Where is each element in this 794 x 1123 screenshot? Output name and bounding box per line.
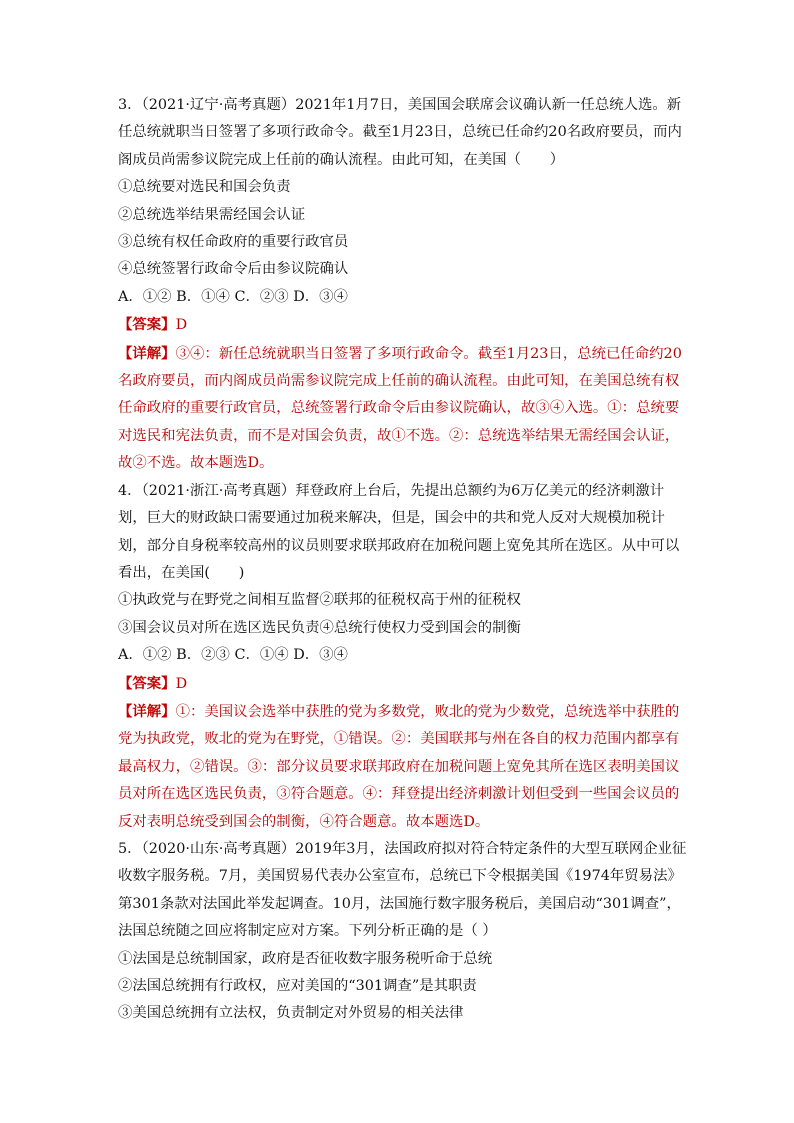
explanation-tag: 【详解】: [118, 344, 176, 362]
answer-choices: A．①② B．②③ C．①④ D．③④: [118, 647, 348, 664]
option-line: ④总统签署行政命令后由参议院确认: [118, 261, 349, 278]
option-line: ③国会议员对所在选区选民负责④总统行使权力受到国会的制衡: [118, 619, 521, 636]
option-line: ③美国总统拥有立法权，负责制定对外贸易的相关法律: [118, 1005, 464, 1022]
explanation: [118, 340, 690, 478]
question-stem: 3．（2021·辽宁·高考真题）2021年1月7日，美国国会联席会议确认新一任总统人选。新任总统就职当日签署了多项行政命令。截至1月23日，总统已任命约20名政府要员，而内阁成员尚需参议院完成上任前的确认流程。由此可知，在美国（ ）: [118, 97, 682, 168]
option-line: ①执政党与在野党之间相互监督②联邦的征税权高于州的征税权: [118, 592, 521, 609]
question-5: [118, 836, 690, 1028]
question-4: [118, 478, 690, 836]
explanation-tag: 【详解】: [118, 702, 176, 720]
answer-tag: 【答案】: [118, 316, 176, 334]
option-line: ③总统有权任命政府的重要行政官员: [118, 234, 349, 251]
question-3: [118, 92, 690, 478]
answer-tag: 【答案】: [118, 674, 176, 692]
option-line: ①总统要对选民和国会负责: [118, 179, 291, 196]
question-list: [118, 92, 690, 1028]
option-line: ①法国是总统制国家，政府是否征收数字服务税听命于总统: [118, 950, 493, 967]
answer-line: [118, 311, 690, 339]
answer-value: D: [175, 675, 188, 692]
option-line: ②法国总统拥有行政权，应对美国的“301调查”是其职责: [118, 978, 477, 994]
question-stem: 4．（2021·浙江·高考真题）拜登政府上台后，先提出总额约为6万亿美元的经济刺激计划，巨大的财政缺口需要通过加税来解决，但是，国会中的共和党人反对大规模加税计划，部分自身税率较高州的议员则要求联邦政府在加税问题上宽免其所在选区。从中可以看出，在美国( ): [118, 482, 680, 581]
option-line: ②总统选举结果需经国会认证: [118, 206, 306, 223]
answer-line: [118, 670, 690, 698]
explanation: [118, 698, 690, 836]
question-stem: 5．（2020·山东·高考真题）2019年3月，法国政府拟对符合特定条件的大型互联网企业征收数字服务税。7月，美国贸易代表办公室宣布，总统已下令根据美国《1974年贸易法》第301条款对法国此举发起调查。10月，法国施行数字服务税后，美国启动“301调查”，法国总统随之回应将制定应对方案。下列分析正确的是（ ）: [118, 840, 687, 940]
explanation-text: ①：美国议会选举中获胜的党为多数党，败北的党为少数党，总统选举中获胜的党为执政党，败北的党为在野党，①错误。②：美国联邦与州在各自的权力范围内都享有最高权力，②错误。③：部分议员要求联邦政府在加税问题上宽免其所在选区表明美国议员对所在选区选民负责，③符合题意。④：拜登提出经济刺激计划但受到一些国会议员的反对表明总统受到国会的制衡，④符合题意。故本题选D。: [118, 703, 680, 830]
answer-value: D: [175, 317, 188, 334]
answer-choices: A．①② B．①④ C．②③ D．③④: [118, 288, 348, 305]
explanation-text: ③④：新任总统就职当日签署了多项行政命令。截至1月23日，总统已任命约20名政府要员，而内阁成员尚需参议院完成上任前的确认流程。由此可知，在美国总统有权任命政府的重要行政官员，总统签署行政命令后由参议院确认，故③④入选。①：总统要对选民和宪法负责，而不是对国会负责，故①不选。②：总统选举结果无需经国会认证，故②不选。故本题选D。: [118, 345, 682, 472]
